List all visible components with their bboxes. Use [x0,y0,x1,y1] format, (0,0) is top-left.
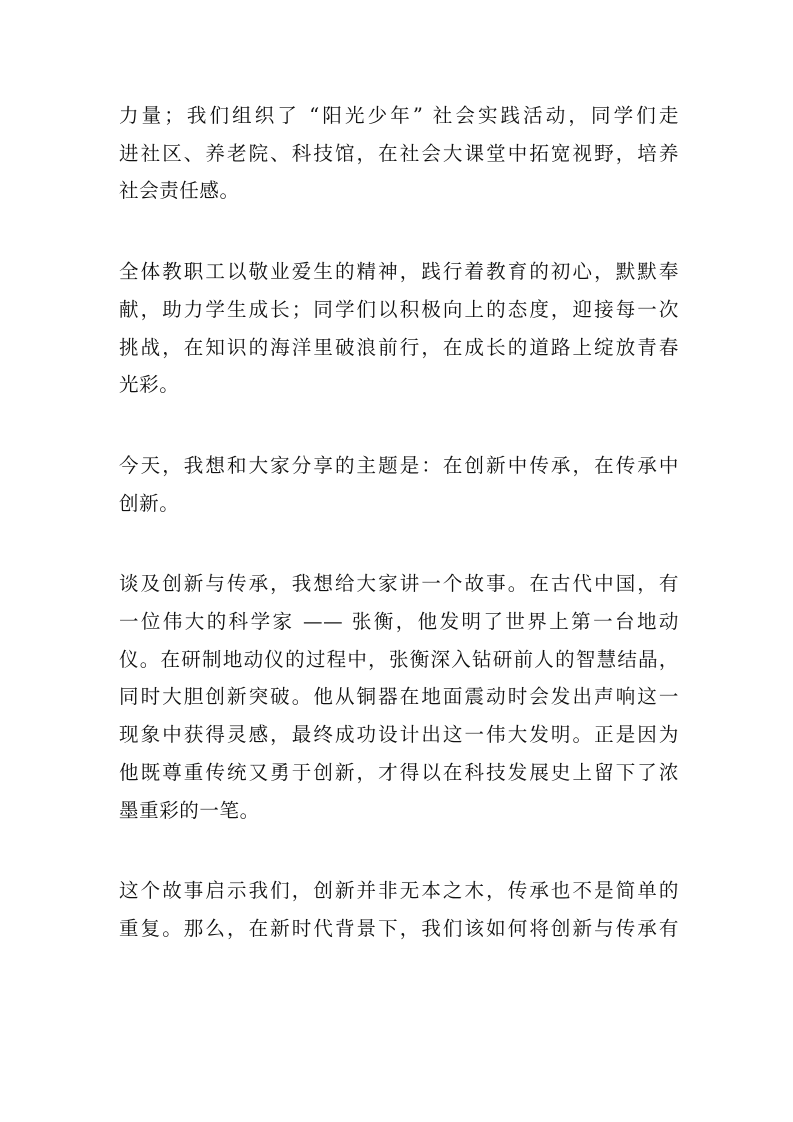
text-line: 全体教职工以敬业爱生的精神，践行着教育的初心，默默奉 [119,260,679,284]
paragraph-inspiration [119,872,679,947]
text-line: 重复。那么，在新时代背景下，我们该如何将创新与传承有 [119,916,679,940]
text-line: 力量；我们组织了 “阳光少年” 社会实践活动，同学们走 [119,104,679,127]
text-line: 现象中获得灵感，最终成功设计出这一伟大发明。正是因为 [119,723,679,747]
text-line: 这个故事启示我们，创新并非无本之木，传承也不是简单的 [119,879,679,903]
document-body [119,97,679,991]
text-line: 进社区、养老院、科技馆，在社会大课堂中拓宽视野，培养 [119,141,679,165]
text-line: 墨重彩的一笔。 [119,798,260,822]
paragraph-topic [119,447,679,522]
text-line: 仪。在研制地动仪的过程中，张衡深入钻研前人的智慧结晶， [119,647,679,671]
paragraph-social-practice [119,97,679,210]
paragraph-staff-and-students [119,253,679,404]
text-line: 同时大胆创新突破。他从铜器在地面震动时会发出声响这一 [119,685,679,709]
text-line: 光彩。 [119,373,180,397]
text-line: 今天，我想和大家分享的主题是：在创新中传承，在传承中 [119,453,679,477]
text-line: 社会责任感。 [119,179,240,203]
text-line: 挑战，在知识的海洋里破浪前行，在成长的道路上绽放青春 [119,335,679,359]
paragraph-zhang-heng-story [119,565,679,829]
text-line: 一位伟大的科学家 —— 张衡，他发明了世界上第一台地动 [119,610,679,634]
text-line: 他既尊重传统又勇于创新，才得以在科技发展史上留下了浓 [119,760,679,784]
text-line: 谈及创新与传承，我想给大家讲一个故事。在古代中国，有 [119,572,679,596]
text-line: 创新。 [119,491,180,515]
text-line: 献，助力学生成长；同学们以积极向上的态度，迎接每一次 [119,297,679,321]
